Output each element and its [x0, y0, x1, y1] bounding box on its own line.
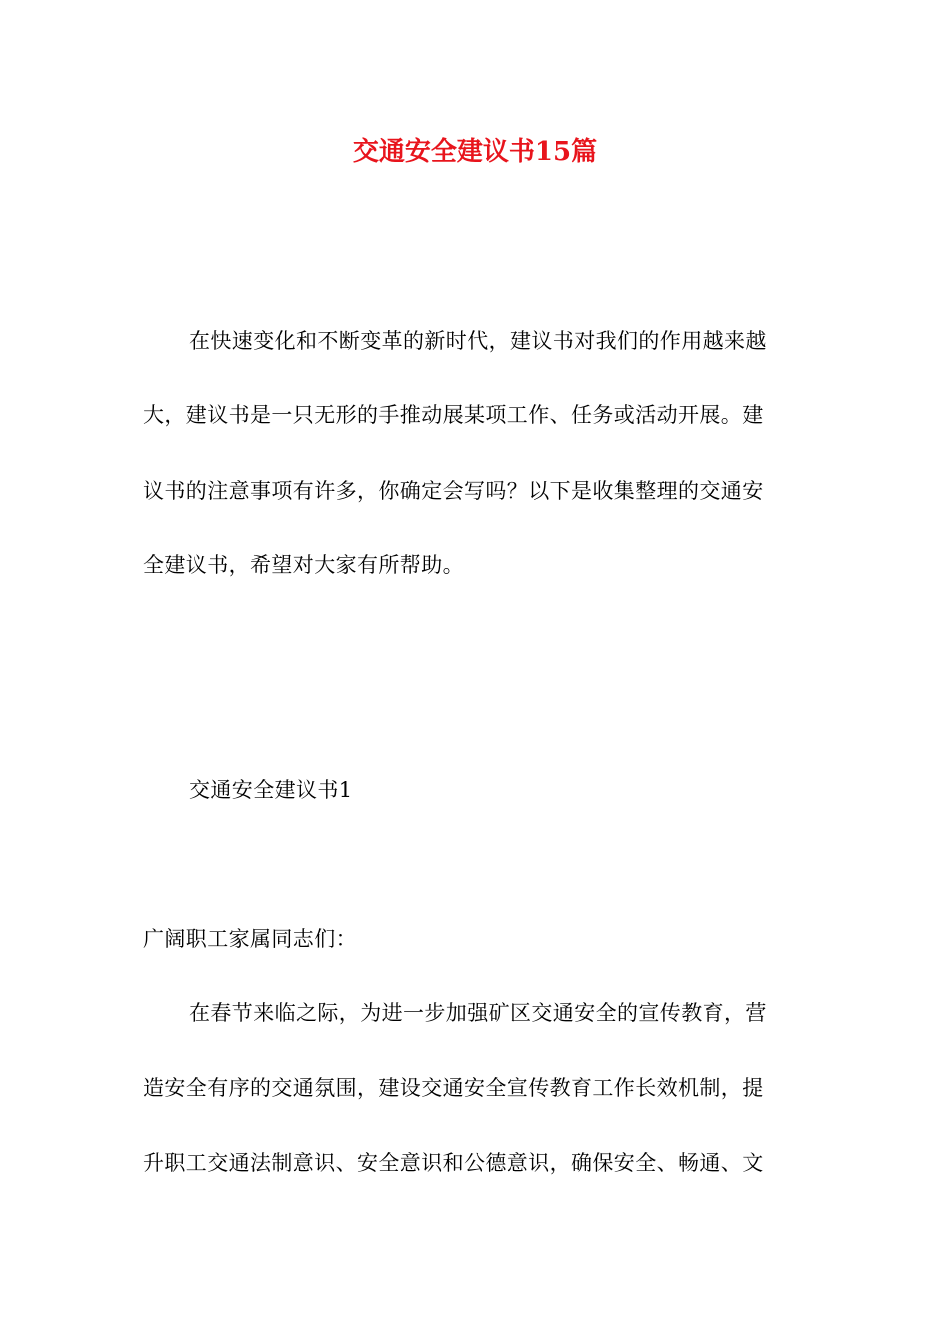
salutation: 广阔职工家属同志们： — [143, 927, 357, 951]
intro-paragraph-line: 全建议书，希望对大家有所帮助。 — [143, 553, 464, 577]
intro-paragraph-line: 在快速变化和不断变革的新时代，建议书对我们的作用越来越 — [189, 329, 767, 353]
intro-paragraph-line: 议书的注意事项有许多，你确定会写吗？以下是收集整理的交通安 — [143, 479, 764, 503]
document-title: 交通安全建议书15篇 — [352, 137, 598, 167]
body-paragraph-line: 升职工交通法制意识、安全意识和公德意识，确保安全、畅通、文 — [143, 1151, 764, 1175]
intro-paragraph-line: 大，建议书是一只无形的手推动展某项工作、任务或活动开展。建 — [143, 403, 764, 427]
body-paragraph-line: 造安全有序的交通氛围，建设交通安全宣传教育工作长效机制，提 — [143, 1076, 764, 1100]
section-heading: 交通安全建议书1 — [189, 778, 353, 802]
body-paragraph-line: 在春节来临之际，为进一步加强矿区交通安全的宣传教育，营 — [189, 1001, 767, 1025]
